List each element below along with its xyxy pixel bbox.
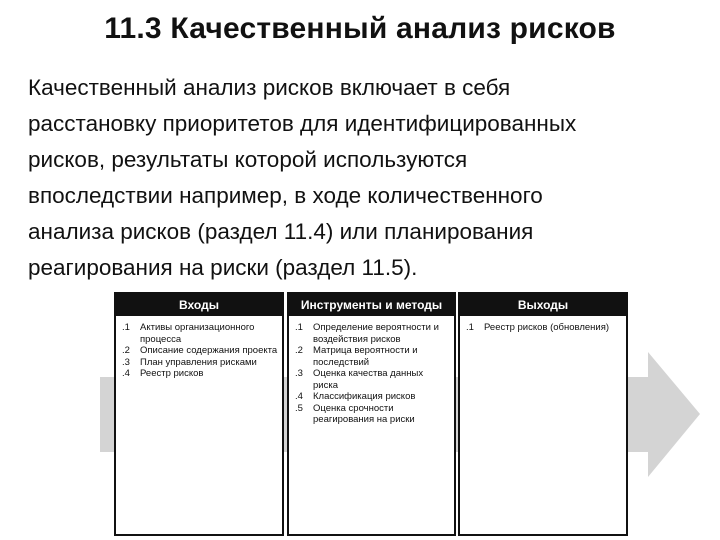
tools-list [289, 316, 454, 426]
list-item [295, 403, 450, 426]
body-line: реагирования на риски (раздел 11.5). [28, 255, 418, 280]
item-number: .2 [122, 345, 130, 356]
item-text: Классификация рисков [313, 391, 416, 402]
slide-body-text [28, 70, 708, 286]
item-text: Реестр рисков (обновления) [484, 322, 610, 333]
item-text: План управления рисками [140, 356, 257, 368]
body-line: рисков, результаты которой используются [28, 147, 468, 172]
inputs-header: Входы [116, 294, 282, 316]
body-line: впоследствии например, в ходе количественного [28, 183, 543, 208]
item-number: .4 [122, 368, 130, 379]
item-number: .1 [466, 322, 474, 333]
item-text: Определение вероятности и воздействия рисков [313, 322, 439, 345]
body-line: расстановку приоритетов для идентифицированных [28, 111, 577, 136]
list-item [122, 368, 278, 380]
item-number: .1 [122, 322, 130, 333]
outputs-list [460, 316, 626, 334]
list-item [295, 391, 450, 403]
item-text: Оценка качества данных риска [313, 368, 424, 391]
item-text: Активы организационного процесса [140, 322, 255, 345]
item-number: .2 [295, 345, 303, 356]
list-item [122, 345, 278, 357]
item-number: .3 [295, 368, 303, 379]
item-number: .1 [295, 322, 303, 333]
outputs-column [458, 292, 628, 536]
item-text: Реестр рисков [140, 368, 204, 379]
list-item [295, 322, 450, 345]
inputs-list [116, 316, 282, 380]
list-item [122, 357, 278, 369]
item-number: .5 [295, 402, 303, 414]
tools-column [287, 292, 456, 536]
item-text: Матрица вероятности и последствий [313, 345, 418, 368]
item-text: Оценка срочности реагирования на риски [313, 402, 415, 425]
item-number: .3 [122, 356, 130, 368]
slide-title: 11.3 Качественный анализ рисков [104, 12, 616, 45]
item-text: Описание содержания проекта [140, 345, 278, 356]
tools-header: Инструменты и методы [289, 294, 454, 316]
list-item [295, 345, 450, 368]
list-item [122, 322, 278, 345]
outputs-header: Выходы [460, 294, 626, 316]
inputs-column [114, 292, 284, 536]
body-line: анализа рисков (раздел 11.4) или планирования [28, 219, 534, 244]
list-item [295, 368, 450, 391]
body-line: Качественный анализ рисков включает в себя [28, 75, 511, 100]
list-item [466, 322, 622, 334]
item-number: .4 [295, 391, 303, 402]
